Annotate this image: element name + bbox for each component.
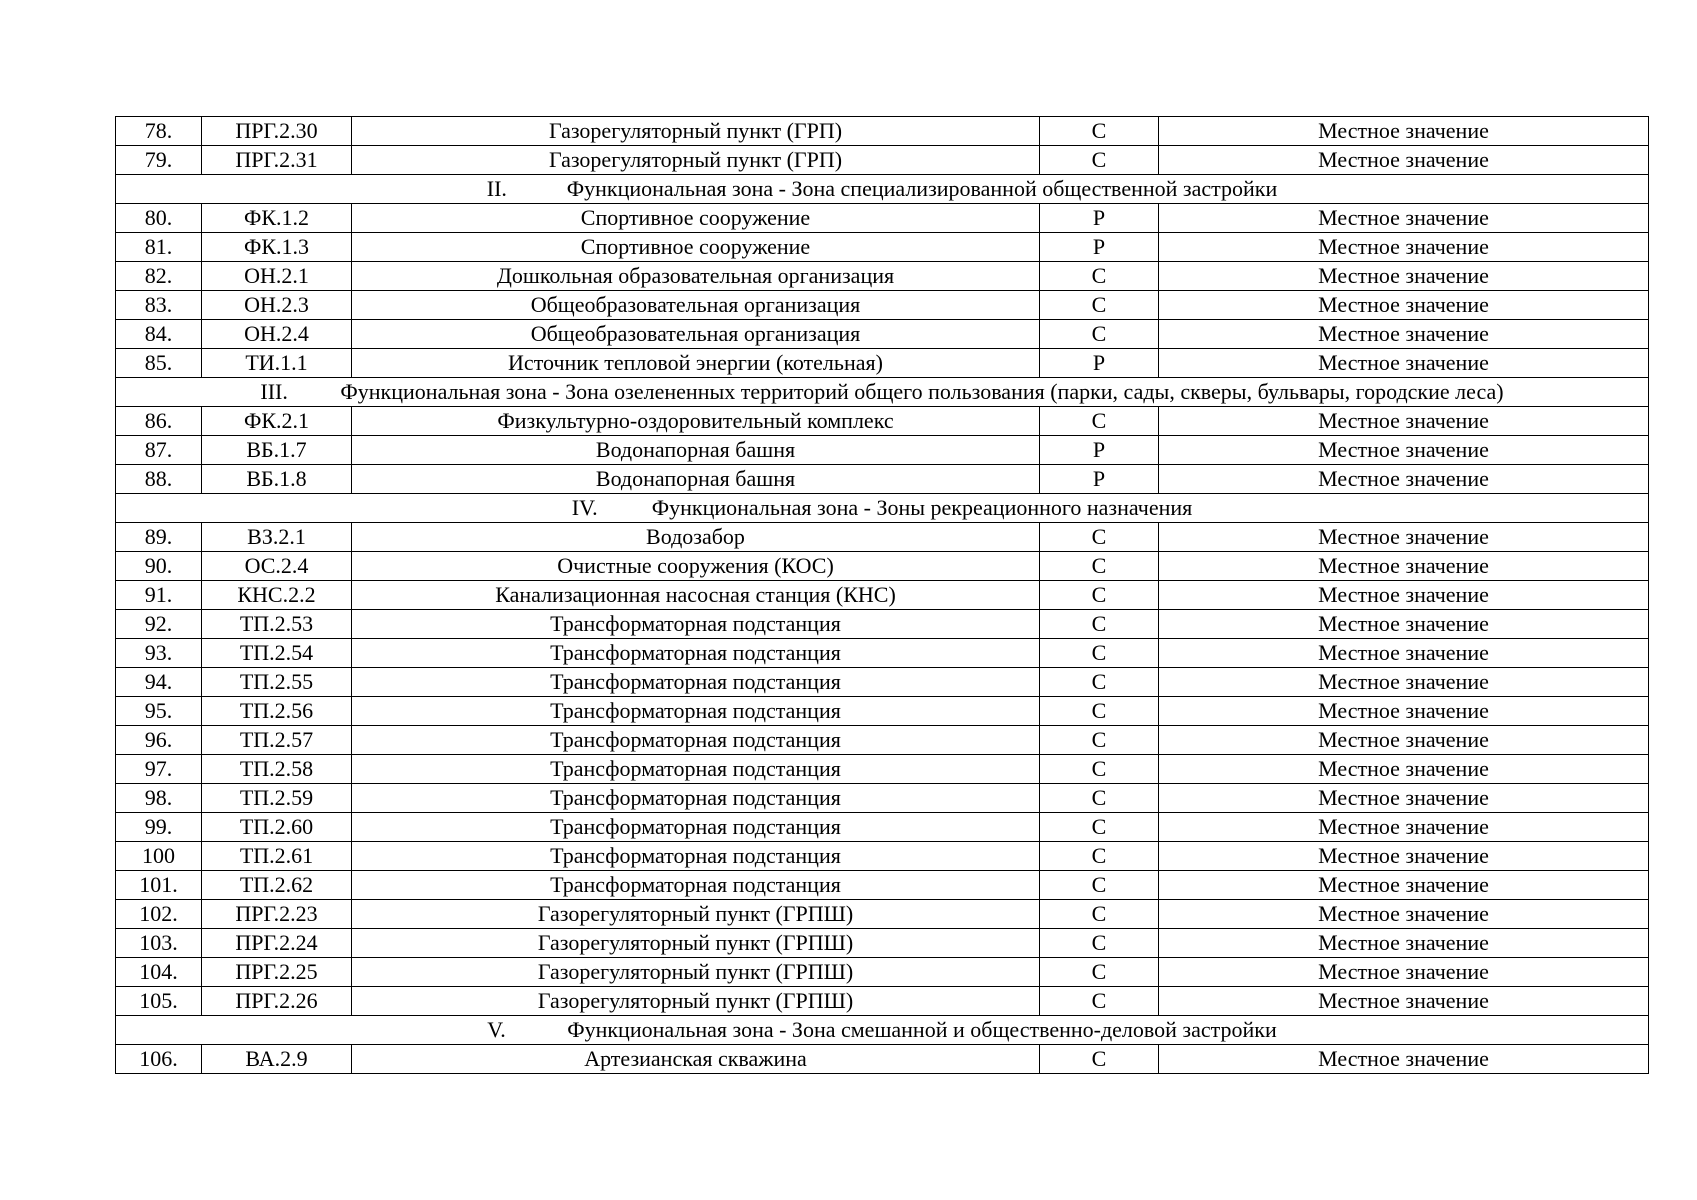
table-row: [116, 407, 1649, 436]
object-status-cell: С: [1040, 610, 1159, 639]
table-row: [116, 610, 1649, 639]
table-row: [116, 726, 1649, 755]
object-code-cell: ТП.2.62: [202, 871, 352, 900]
object-status-cell: С: [1040, 871, 1159, 900]
table-row: [116, 1045, 1649, 1074]
object-name-cell: Спортивное сооружение: [352, 204, 1040, 233]
section-header-cell: [116, 494, 1649, 523]
object-code-cell: ТП.2.59: [202, 784, 352, 813]
object-significance-cell: Местное значение: [1159, 871, 1649, 900]
object-code-cell: ТП.2.57: [202, 726, 352, 755]
object-code-cell: КНС.2.2: [202, 581, 352, 610]
table-row: [116, 146, 1649, 175]
object-significance-cell: Местное значение: [1159, 726, 1649, 755]
table-row: [116, 204, 1649, 233]
object-code-cell: ОН.2.4: [202, 320, 352, 349]
object-status-cell: С: [1040, 697, 1159, 726]
object-significance-cell: Местное значение: [1159, 1045, 1649, 1074]
row-number-cell: 87.: [116, 436, 202, 465]
object-code-cell: ОН.2.3: [202, 291, 352, 320]
object-significance-cell: Местное значение: [1159, 204, 1649, 233]
table-row: [116, 639, 1649, 668]
object-code-cell: ПРГ.2.31: [202, 146, 352, 175]
row-number-cell: 97.: [116, 755, 202, 784]
object-status-cell: С: [1040, 755, 1159, 784]
object-significance-cell: Местное значение: [1159, 349, 1649, 378]
object-code-cell: ТП.2.58: [202, 755, 352, 784]
object-status-cell: С: [1040, 523, 1159, 552]
row-number-cell: 79.: [116, 146, 202, 175]
row-number-cell: 101.: [116, 871, 202, 900]
object-status-cell: С: [1040, 117, 1159, 146]
object-status-cell: С: [1040, 668, 1159, 697]
object-code-cell: ФК.1.3: [202, 233, 352, 262]
table-row: [116, 436, 1649, 465]
object-code-cell: ТП.2.53: [202, 610, 352, 639]
section-header-cell: [116, 175, 1649, 204]
object-name-cell: Газорегуляторный пункт (ГРП): [352, 146, 1040, 175]
table-row: [116, 842, 1649, 871]
object-code-cell: ОС.2.4: [202, 552, 352, 581]
table-row: [116, 813, 1649, 842]
row-number-cell: 88.: [116, 465, 202, 494]
object-name-cell: Водозабор: [352, 523, 1040, 552]
section-header-row: [116, 494, 1649, 523]
object-name-cell: Канализационная насосная станция (КНС): [352, 581, 1040, 610]
row-number-cell: 102.: [116, 900, 202, 929]
object-code-cell: ФК.1.2: [202, 204, 352, 233]
table-row: [116, 291, 1649, 320]
object-significance-cell: Местное значение: [1159, 755, 1649, 784]
section-header-cell: [116, 378, 1649, 407]
section-number: II.: [486, 176, 507, 201]
object-status-cell: Р: [1040, 349, 1159, 378]
objects-table: [115, 116, 1649, 1074]
object-name-cell: Трансформаторная подстанция: [352, 668, 1040, 697]
object-code-cell: ВА.2.9: [202, 1045, 352, 1074]
object-name-cell: Трансформаторная подстанция: [352, 784, 1040, 813]
object-significance-cell: Местное значение: [1159, 117, 1649, 146]
row-number-cell: 106.: [116, 1045, 202, 1074]
row-number-cell: 90.: [116, 552, 202, 581]
object-code-cell: ТП.2.60: [202, 813, 352, 842]
section-title: Функциональная зона - Зоны рекреационного назначения: [651, 495, 1193, 520]
row-number-cell: 82.: [116, 262, 202, 291]
row-number-cell: 83.: [116, 291, 202, 320]
object-significance-cell: Местное значение: [1159, 233, 1649, 262]
table-row: [116, 755, 1649, 784]
object-significance-cell: Местное значение: [1159, 581, 1649, 610]
table-row: [116, 900, 1649, 929]
table-row: [116, 552, 1649, 581]
object-significance-cell: Местное значение: [1159, 987, 1649, 1016]
object-significance-cell: Местное значение: [1159, 697, 1649, 726]
section-header-cell: [116, 1016, 1649, 1045]
row-number-cell: 92.: [116, 610, 202, 639]
table-row: [116, 871, 1649, 900]
object-name-cell: Газорегуляторный пункт (ГРПШ): [352, 900, 1040, 929]
object-code-cell: ВБ.1.7: [202, 436, 352, 465]
table-row: [116, 117, 1649, 146]
row-number-cell: 80.: [116, 204, 202, 233]
object-name-cell: Трансформаторная подстанция: [352, 726, 1040, 755]
object-status-cell: С: [1040, 262, 1159, 291]
section-header-row: [116, 1016, 1649, 1045]
object-status-cell: С: [1040, 320, 1159, 349]
object-status-cell: Р: [1040, 233, 1159, 262]
row-number-cell: 100: [116, 842, 202, 871]
section-title: Функциональная зона - Зона специализированной общественной застройки: [566, 176, 1278, 201]
object-status-cell: С: [1040, 842, 1159, 871]
object-status-cell: С: [1040, 291, 1159, 320]
row-number-cell: 84.: [116, 320, 202, 349]
object-name-cell: Спортивное сооружение: [352, 233, 1040, 262]
object-status-cell: С: [1040, 813, 1159, 842]
table-row: [116, 668, 1649, 697]
object-status-cell: С: [1040, 1045, 1159, 1074]
row-number-cell: 103.: [116, 929, 202, 958]
table-row: [116, 233, 1649, 262]
object-code-cell: ПРГ.2.26: [202, 987, 352, 1016]
object-code-cell: ТП.2.55: [202, 668, 352, 697]
object-name-cell: Трансформаторная подстанция: [352, 697, 1040, 726]
object-code-cell: ТП.2.54: [202, 639, 352, 668]
object-significance-cell: Местное значение: [1159, 842, 1649, 871]
object-name-cell: Общеобразовательная организация: [352, 291, 1040, 320]
object-name-cell: Общеобразовательная организация: [352, 320, 1040, 349]
object-significance-cell: Местное значение: [1159, 900, 1649, 929]
object-name-cell: Газорегуляторный пункт (ГРПШ): [352, 987, 1040, 1016]
object-status-cell: Р: [1040, 436, 1159, 465]
object-significance-cell: Местное значение: [1159, 958, 1649, 987]
object-significance-cell: Местное значение: [1159, 668, 1649, 697]
object-code-cell: ОН.2.1: [202, 262, 352, 291]
object-significance-cell: Местное значение: [1159, 436, 1649, 465]
section-header-row: [116, 175, 1649, 204]
object-name-cell: Водонапорная башня: [352, 465, 1040, 494]
table-row: [116, 262, 1649, 291]
object-significance-cell: Местное значение: [1159, 262, 1649, 291]
object-name-cell: Газорегуляторный пункт (ГРПШ): [352, 958, 1040, 987]
object-name-cell: Трансформаторная подстанция: [352, 842, 1040, 871]
object-name-cell: Трансформаторная подстанция: [352, 639, 1040, 668]
object-name-cell: Трансформаторная подстанция: [352, 755, 1040, 784]
table-row: [116, 581, 1649, 610]
table-row: [116, 523, 1649, 552]
table-row: [116, 929, 1649, 958]
object-significance-cell: Местное значение: [1159, 610, 1649, 639]
row-number-cell: 95.: [116, 697, 202, 726]
object-name-cell: Трансформаторная подстанция: [352, 871, 1040, 900]
object-status-cell: Р: [1040, 204, 1159, 233]
object-status-cell: С: [1040, 552, 1159, 581]
object-name-cell: Газорегуляторный пункт (ГРПШ): [352, 929, 1040, 958]
object-significance-cell: Местное значение: [1159, 146, 1649, 175]
table-row: [116, 987, 1649, 1016]
object-code-cell: ВЗ.2.1: [202, 523, 352, 552]
table-row: [116, 697, 1649, 726]
section-title: Функциональная зона - Зона озелененных территорий общего пользования (парки, сады, скверы, бульвары, городские леса): [340, 379, 1504, 404]
row-number-cell: 91.: [116, 581, 202, 610]
row-number-cell: 89.: [116, 523, 202, 552]
object-name-cell: Водонапорная башня: [352, 436, 1040, 465]
object-name-cell: Трансформаторная подстанция: [352, 610, 1040, 639]
row-number-cell: 93.: [116, 639, 202, 668]
object-name-cell: Физкультурно-оздоровительный комплекс: [352, 407, 1040, 436]
object-name-cell: Трансформаторная подстанция: [352, 813, 1040, 842]
row-number-cell: 94.: [116, 668, 202, 697]
row-number-cell: 99.: [116, 813, 202, 842]
row-number-cell: 81.: [116, 233, 202, 262]
object-status-cell: С: [1040, 581, 1159, 610]
object-status-cell: С: [1040, 784, 1159, 813]
section-number: IV.: [571, 495, 598, 520]
table-body: [116, 117, 1649, 1074]
section-number: V.: [487, 1017, 506, 1042]
object-name-cell: Газорегуляторный пункт (ГРП): [352, 117, 1040, 146]
object-status-cell: С: [1040, 929, 1159, 958]
object-significance-cell: Местное значение: [1159, 523, 1649, 552]
object-name-cell: Артезианская скважина: [352, 1045, 1040, 1074]
row-number-cell: 85.: [116, 349, 202, 378]
object-significance-cell: Местное значение: [1159, 784, 1649, 813]
row-number-cell: 96.: [116, 726, 202, 755]
row-number-cell: 86.: [116, 407, 202, 436]
object-status-cell: С: [1040, 958, 1159, 987]
object-status-cell: С: [1040, 407, 1159, 436]
object-significance-cell: Местное значение: [1159, 291, 1649, 320]
row-number-cell: 105.: [116, 987, 202, 1016]
object-significance-cell: Местное значение: [1159, 320, 1649, 349]
section-title: Функциональная зона - Зона смешанной и общественно-деловой застройки: [567, 1017, 1277, 1042]
table-row: [116, 465, 1649, 494]
object-significance-cell: Местное значение: [1159, 407, 1649, 436]
table-row: [116, 784, 1649, 813]
object-significance-cell: Местное значение: [1159, 552, 1649, 581]
object-status-cell: С: [1040, 726, 1159, 755]
object-code-cell: ПРГ.2.24: [202, 929, 352, 958]
table-row: [116, 958, 1649, 987]
object-code-cell: ВБ.1.8: [202, 465, 352, 494]
row-number-cell: 104.: [116, 958, 202, 987]
object-status-cell: С: [1040, 639, 1159, 668]
object-name-cell: Дошкольная образовательная организация: [352, 262, 1040, 291]
object-code-cell: ПРГ.2.25: [202, 958, 352, 987]
object-name-cell: Очистные сооружения (КОС): [352, 552, 1040, 581]
object-status-cell: С: [1040, 900, 1159, 929]
object-code-cell: ФК.2.1: [202, 407, 352, 436]
table-row: [116, 349, 1649, 378]
object-significance-cell: Местное значение: [1159, 465, 1649, 494]
object-name-cell: Источник тепловой энергии (котельная): [352, 349, 1040, 378]
object-code-cell: ПРГ.2.30: [202, 117, 352, 146]
object-status-cell: С: [1040, 146, 1159, 175]
object-status-cell: Р: [1040, 465, 1159, 494]
object-significance-cell: Местное значение: [1159, 929, 1649, 958]
row-number-cell: 98.: [116, 784, 202, 813]
section-number: III.: [260, 379, 288, 404]
object-code-cell: ТП.2.56: [202, 697, 352, 726]
section-header-row: [116, 378, 1649, 407]
table-row: [116, 320, 1649, 349]
object-code-cell: ТП.2.61: [202, 842, 352, 871]
object-code-cell: ТИ.1.1: [202, 349, 352, 378]
object-significance-cell: Местное значение: [1159, 813, 1649, 842]
row-number-cell: 78.: [116, 117, 202, 146]
object-code-cell: ПРГ.2.23: [202, 900, 352, 929]
object-status-cell: С: [1040, 987, 1159, 1016]
object-significance-cell: Местное значение: [1159, 639, 1649, 668]
